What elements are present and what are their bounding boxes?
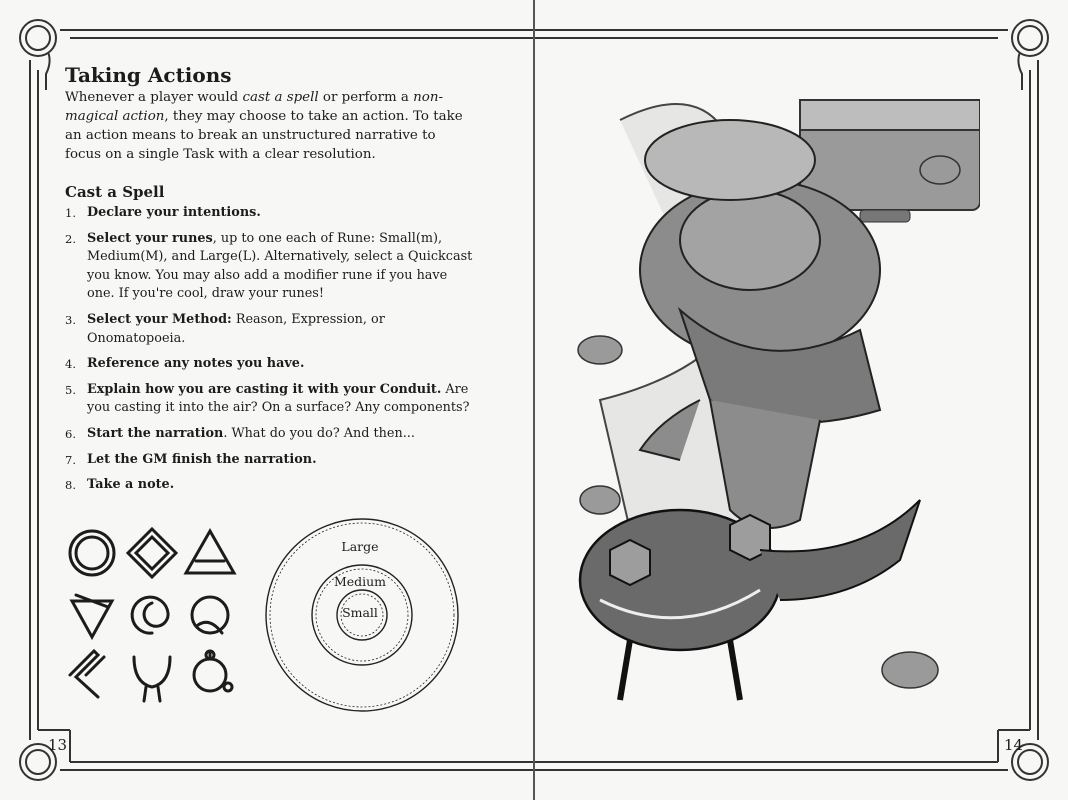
step-number: 4.	[65, 357, 76, 372]
step-number: 1.	[65, 206, 76, 220]
step-lead: Select your Method:	[87, 311, 232, 327]
steps-list	[65, 204, 475, 495]
intro-text-1: Whenever a player would	[65, 90, 243, 105]
step-text: , up to one each of Rune: Small(m), Medium(M), and Large(L). Alternatively, select a Quickcast you know. You may also add a modifier rune if you have one. If you're cool, draw your runes!	[87, 230, 473, 302]
diamond-rune-icon	[128, 529, 176, 577]
step-number: 5.	[65, 382, 76, 397]
bowtie-rune-icon	[72, 595, 112, 637]
step-number: 3.	[65, 312, 76, 327]
intro-paragraph	[65, 88, 475, 164]
step-lead: Start the narration	[87, 425, 224, 441]
list-item	[65, 204, 475, 223]
step-lead: Select your runes	[87, 230, 213, 246]
step-lead: Let the GM finish the narration.	[87, 451, 317, 467]
ring-label-medium: Medium	[333, 574, 387, 589]
fork-rune-icon	[134, 657, 170, 701]
orbit-rune-icon	[194, 651, 232, 691]
step-lead: Reference any notes you have.	[87, 356, 305, 372]
list-item	[65, 425, 475, 444]
intro-emphasis-1: cast a spell	[242, 90, 319, 105]
step-text: Reason, Expression, or Onomatopoeia.	[87, 311, 385, 346]
ring-label-large: Large	[341, 539, 379, 554]
step-number: 2.	[65, 231, 76, 246]
intro-text-2: or perform a	[318, 90, 414, 105]
list-item	[65, 451, 475, 470]
mechanical-frog	[580, 500, 920, 700]
list-item	[65, 355, 475, 374]
step-text: . What do you do? And then...	[223, 425, 415, 441]
ring-rune-icon	[70, 531, 114, 575]
step-number: 7.	[65, 452, 76, 467]
text-column	[65, 62, 475, 502]
list-item	[65, 381, 475, 418]
step-lead: Explain how you are casting it with your Conduit.	[87, 381, 442, 397]
intro-text-3: , they may choose to take an action. To take an action means to break an unstructured narrative to focus on a single Task with a clear resolution.	[65, 109, 463, 162]
right-page	[534, 0, 1068, 800]
triangle-rune-icon	[186, 531, 234, 573]
rune-size-rings	[262, 515, 462, 715]
swirl-rune-icon	[192, 597, 228, 633]
wizard-toad-illustration	[560, 80, 980, 730]
intro-emphasis-2: non-magical action	[65, 90, 444, 124]
page-number-left: 13	[48, 736, 68, 754]
list-item	[65, 311, 475, 348]
step-lead: Take a note.	[87, 477, 175, 493]
step-text: Are you casting it into the air? On a surface? Any components?	[87, 381, 470, 416]
page-title: Taking Actions	[65, 63, 232, 87]
step-lead: Declare your intentions.	[87, 205, 261, 220]
book-gutter	[533, 0, 535, 800]
spiral-rune-icon	[132, 597, 168, 633]
list-item	[65, 230, 475, 304]
page-number-right: 14	[1004, 736, 1024, 754]
rune-glyph-grid	[60, 525, 240, 705]
step-number: 6.	[65, 426, 76, 441]
chevron-rune-icon	[70, 651, 104, 697]
list-item	[65, 476, 475, 495]
ring-label-small: Small	[342, 605, 378, 620]
step-number: 8.	[65, 478, 76, 493]
section-heading: Cast a Spell	[65, 183, 165, 201]
